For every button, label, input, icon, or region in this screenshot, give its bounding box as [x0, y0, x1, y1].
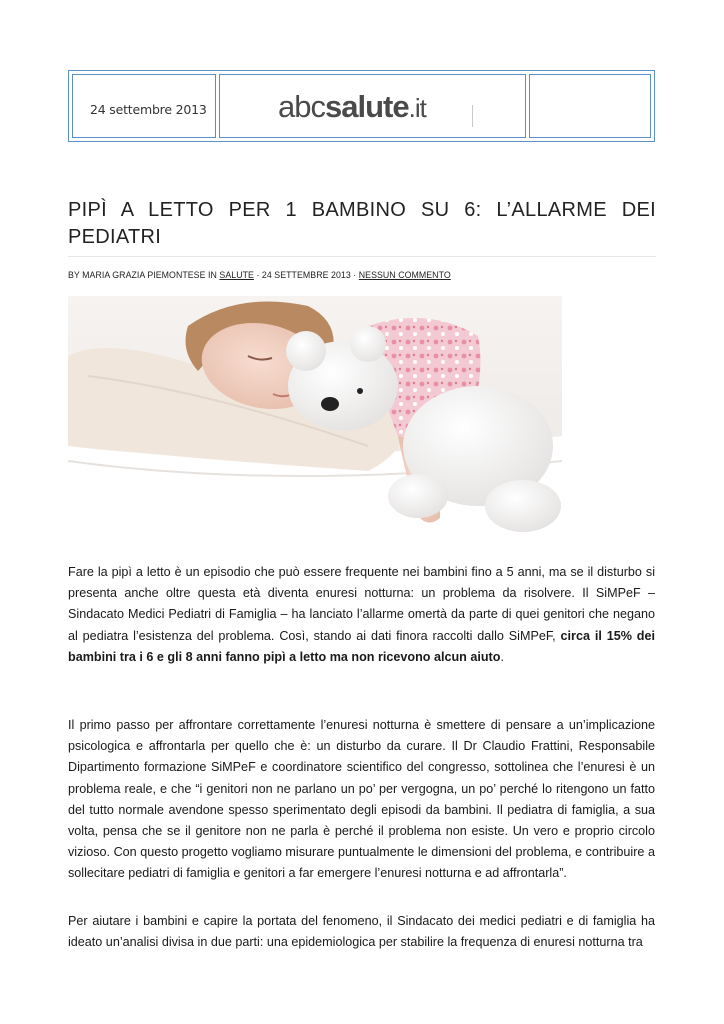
- article-photo-sleeping-child: [68, 296, 562, 542]
- logo-divider: [472, 105, 473, 127]
- header-empty-cell: [529, 74, 651, 138]
- header-date: 24 settembre 2013: [90, 102, 207, 117]
- paragraph-1-end: .: [500, 649, 504, 664]
- article-byline: [68, 270, 451, 280]
- logo-part-abc: abc: [278, 89, 325, 124]
- byline-author: BY MARIA GRAZIA PIEMONTESE IN: [68, 270, 220, 280]
- header-table: [68, 70, 655, 142]
- article-paragraph-1: [68, 562, 655, 668]
- header-date-cell: [72, 74, 216, 138]
- header-logo-cell: [219, 74, 526, 138]
- sleeping-child-illustration: [68, 296, 562, 542]
- byline-date: · 24 SETTEMBRE 2013 ·: [253, 270, 359, 280]
- byline-category-link[interactable]: SALUTE: [219, 270, 254, 280]
- article-paragraph-2: Il primo passo per affrontare correttamente l’enuresi notturna è smettere di pensare a un’implicazione psicologica e affrontarla per quello che è: un disturbo da curare. Il Dr Claudio Frattini, Responsabile Dipartimento formazione SiMPeF e coordinatore scientifico del congresso, sottolinea che l’enuresi è un problema reale, e che “i genitori non ne parlano un po’ per vergogna, un po’ perché lo ritengono un fatto del tutto normale avendone spesso sperimentato degli episodi da bambini. Il pediatra di famiglia, a sua volta, pensa che se il genitore non ne parla è perché il problema non esiste. Un vero e proprio circolo vizioso. Con questo progetto vogliamo misurare puntualmente le dimensioni del problema, e contribuire a sollecitare pediatri di famiglia e genitori a far emergere l’enuresi notturna e ad affrontarla”.: [68, 718, 655, 881]
- paragraph-1-text: Fare la pipì a letto è un episodio che può essere frequente nei bambini fino a 5 anni, ma se il disturbo si presenta anche oltre questa età diventa enuresi notturna: un problema da risolvere. Il SiMPeF – Sindacato Medici Pediatri di Famiglia – ha lanciato l’allarme omertà da parte di quei genitori che negano al pediatra l’esistenza del problema. Così, stando ai dati finora raccolti dallo SiMPeF,: [68, 565, 655, 643]
- logo-part-it: .it: [408, 93, 426, 123]
- paragraph-1-highlight: circa il 15% dei bambini tra i 6 e gli 8 anni fanno pipì a letto ma non ricevono alcun aiuto: [68, 628, 655, 664]
- byline-comments-link[interactable]: NESSUN COMMENTO: [358, 270, 451, 280]
- site-logo[interactable]: [278, 89, 426, 125]
- article-title: PIPÌ A LETTO PER 1 BAMBINO SU 6: L’ALLARME DEI PEDIATRI: [68, 199, 656, 248]
- article-paragraph-3: Per aiutare i bambini e capire la portata del fenomeno, il Sindacato dei medici pediatri e di famiglia ha ideato un’analisi divisa in due parti: una epidemiologica per stabilire la frequenza di enuresi notturna tra: [68, 914, 655, 950]
- title-divider: [68, 256, 656, 257]
- logo-part-salute: salute: [324, 89, 409, 124]
